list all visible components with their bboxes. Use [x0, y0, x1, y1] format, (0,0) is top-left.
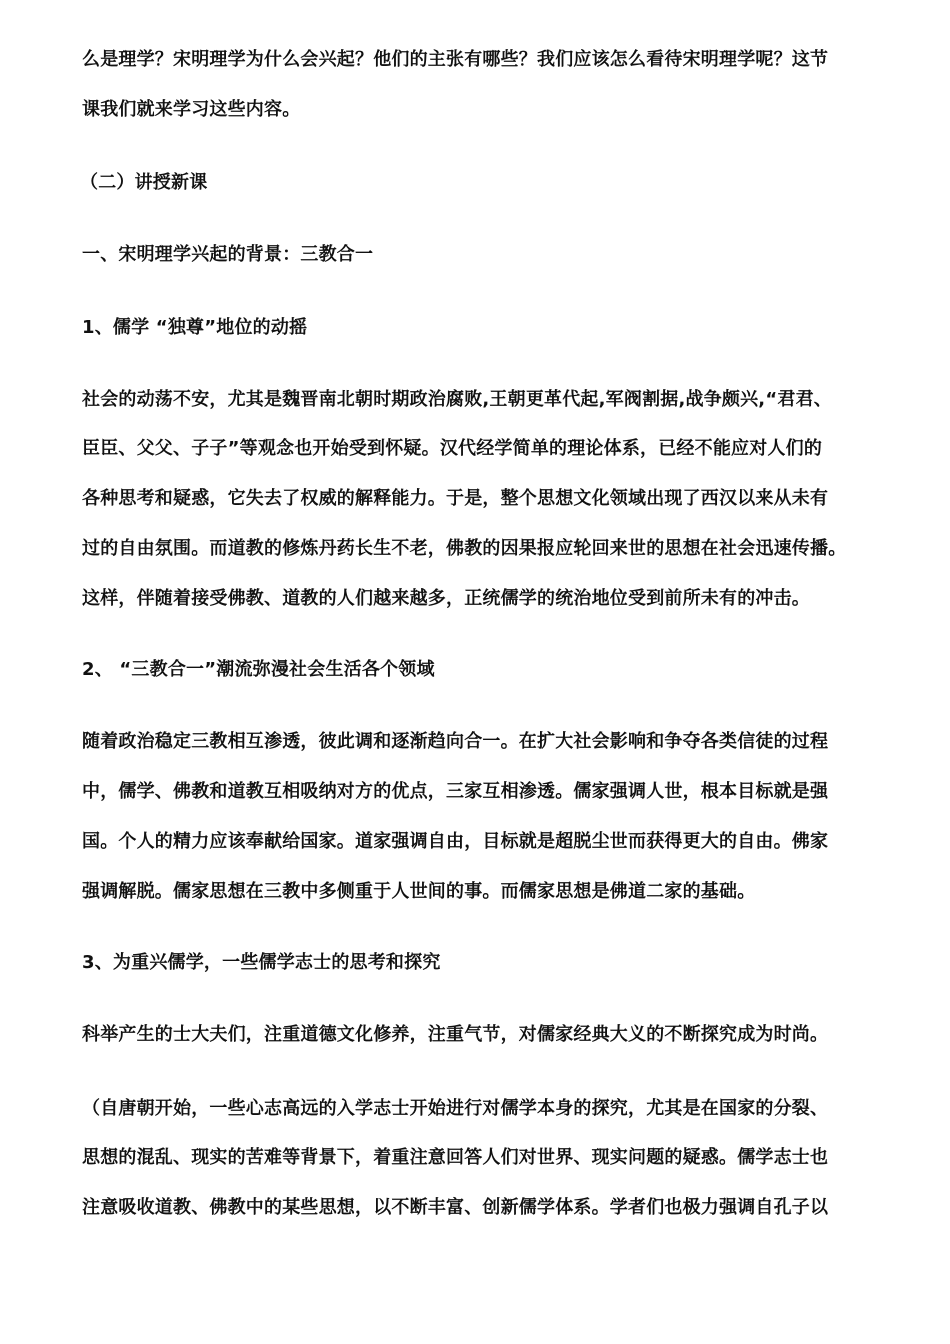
final-line-2: 思想的混乱、现实的苦难等背景下，着重注意回答人们对世界、现实问题的疑惑。儒学志士也: [82, 1147, 829, 1168]
sub3-line-1: 科举产生的士大夫们，注重道德文化修养，注重气节，对儒家经典大义的不断探究成为时尚。: [82, 1024, 829, 1045]
sub2-line-2: 中，儒学、佛教和道教互相吸纳对方的优点，三家互相渗透。儒家强调人世，根本目标就是强: [82, 781, 829, 802]
sub2-line-4: 强调解脱。儒家思想在三教中多侧重于人世间的事。而儒家思想是佛道二家的基础。: [82, 881, 756, 902]
intro-line-2: 课我们就来学习这些内容。: [82, 99, 301, 120]
sub3-heading: 3、为重兴儒学，一些儒学志士的思考和探究: [82, 952, 441, 973]
sub1-heading: 1、儒学 “独尊”地位的动摇: [82, 317, 308, 338]
part1-heading: 一、宋明理学兴起的背景：三教合一: [82, 244, 374, 265]
sub2-heading: 2、 “三教合一”潮流弥漫社会生活各个领域: [82, 659, 435, 680]
sub1-line-4: 过的自由氛围。而道教的修炼丹药长生不老，佛教的因果报应轮回来世的思想在社会迅速传播。: [82, 538, 847, 559]
sub1-line-3: 各种思考和疑惑，它失去了权威的解释能力。于是，整个思想文化领域出现了西汉以来从未有: [82, 488, 829, 509]
intro-line-1: 么是理学？宋明理学为什么会兴起？他们的主张有哪些？我们应该怎么看待宋明理学呢？这节: [82, 49, 829, 70]
final-line-3: 注意吸收道教、佛教中的某些思想，以不断丰富、创新儒学体系。学者们也极力强调自孔子以: [82, 1197, 829, 1218]
final-line-1: （自唐朝开始，一些心志高远的入学志士开始进行对儒学本身的探究，尤其是在国家的分裂、: [82, 1098, 829, 1119]
sub1-line-1: 社会的动荡不安，尤其是魏晋南北朝时期政治腐败,王朝更革代起,军阀割据,战争颇兴,“君君、: [82, 389, 832, 410]
sub1-line-2: 臣臣、父父、子子”等观念也开始受到怀疑。汉代经学简单的理论体系，已经不能应对人们的: [82, 438, 823, 459]
sub2-line-1: 随着政治稳定三教相互渗透，彼此调和逐渐趋向合一。在扩大社会影响和争夺各类信徒的过程: [82, 731, 829, 752]
section-heading: （二）讲授新课: [80, 172, 208, 193]
sub2-line-3: 国。个人的精力应该奉献给国家。道家强调自由，目标就是超脱尘世而获得更大的自由。佛家: [82, 831, 829, 852]
sub1-line-5: 这样，伴随着接受佛教、道教的人们越来越多，正统儒学的统治地位受到前所未有的冲击。: [82, 588, 810, 609]
